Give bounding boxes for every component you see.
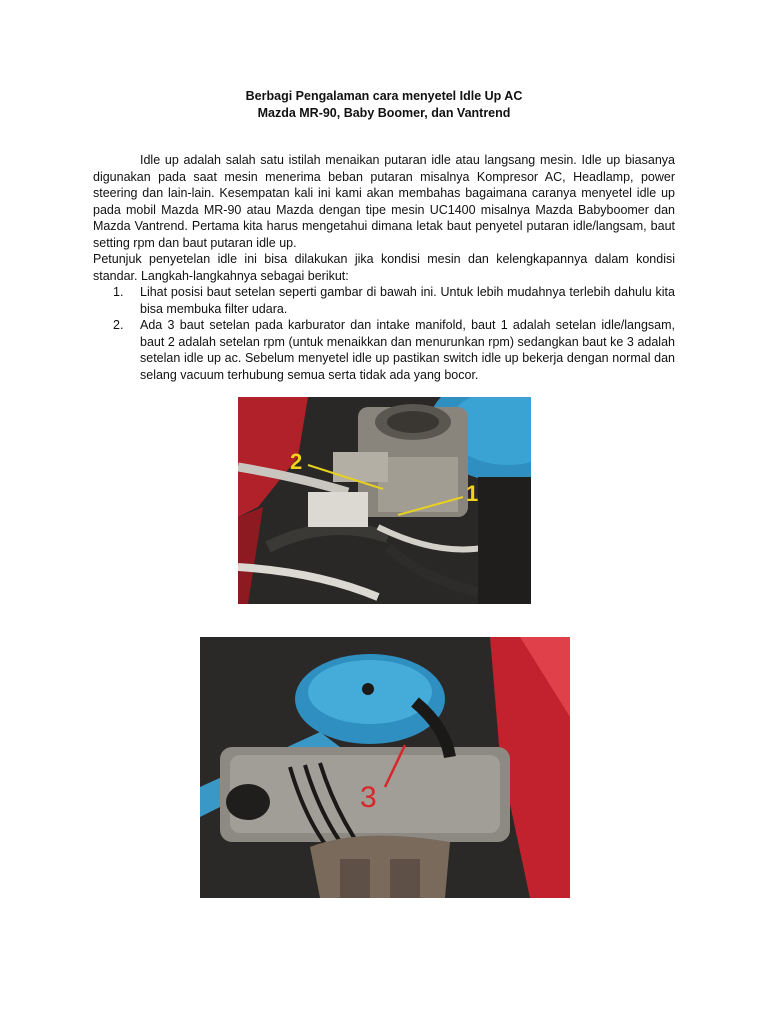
document-body <box>93 152 675 383</box>
title-line-2: Mazda MR-90, Baby Boomer, dan Vantrend <box>257 106 511 120</box>
bolt-label-1: 1 <box>466 481 479 506</box>
title-line-1: Berbagi Pengalaman cara menyetel Idle Up AC <box>245 89 523 103</box>
bolt-label-3: 3 <box>360 781 377 814</box>
step-number: 2. <box>113 318 124 332</box>
carburetor-photo <box>238 397 531 604</box>
engine-bay-photo <box>200 637 570 898</box>
list-item <box>93 317 675 383</box>
document-title <box>0 88 768 122</box>
step-text: Lihat posisi baut setelan seperti gambar di bawah ini. Untuk lebih mudahnya terlebih dahulu kita bisa membuka filter udara. <box>140 285 675 316</box>
engine-bay-illustration <box>200 637 570 898</box>
intro-paragraph: Idle up adalah salah satu istilah menaikan putaran idle atau langsang mesin. Idle up biasanya digunakan pada saat mesin menerima beban putaran misalnya Kompresor AC, Headlamp, power steering dan lain-lain. Kesempatan kali ini kami akan membahas bagaimana caranya menyetel idle up pada mobil Mazda MR-90 atau Mazda dengan tipe mesin UC1400 misalnya Mazda Babyboomer dan Mazda Vantrend. Pertama kita harus mengetahui dimana letak baut penyetel putaran idle/langsam, baut setting rpm dan baut putaran idle up. <box>93 153 675 250</box>
bolt-label-2: 2 <box>290 449 303 474</box>
list-item <box>93 284 675 317</box>
carburetor-illustration <box>238 397 531 604</box>
instructions-paragraph: Petunjuk penyetelan idle ini bisa dilakukan jika kondisi mesin dan kelengkapannya dalam kondisi standar. Langkah-langkahnya sebagai berikut: <box>93 252 675 283</box>
steps-list <box>93 284 675 383</box>
step-text: Ada 3 baut setelan pada karburator dan intake manifold, baut 1 adalah setelan idle/langsam, baut 2 adalah setelan rpm (untuk menaikkan dan menurunkan rpm) sedangkan baut ke 3 adalah setelan idle up ac. Sebelum menyetel idle up pastikan switch idle up bekerja dengan normal dan selang vacuum terhubung semua serta tidak ada yang bocor. <box>140 318 675 382</box>
step-number: 1. <box>113 285 124 299</box>
